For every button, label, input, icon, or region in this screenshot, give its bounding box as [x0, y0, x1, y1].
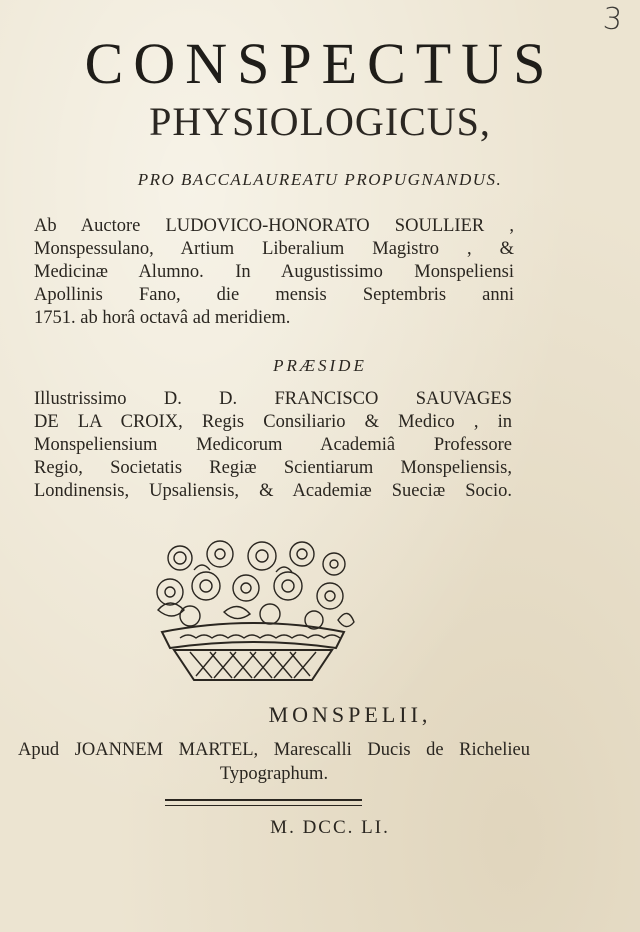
author-line: Monspessulano, Artium Liberalium Magistro , &	[34, 239, 514, 259]
praeside-heading: PRÆSIDE	[273, 356, 367, 375]
author-paragraph	[34, 215, 514, 330]
page-number: 3	[601, 1, 624, 38]
author-line: 1751. ab horâ octavâ ad meridiem.	[34, 308, 291, 328]
author-line: Medicinæ Alumno. In Augustissimo Monspeliensi	[34, 262, 514, 282]
publication-date: M. DCC. LI.	[270, 817, 390, 838]
author-line: Ab Auctore LUDOVICO-HONORATO SOULLIER ,	[34, 216, 514, 236]
flower-basket-ornament-icon	[150, 540, 356, 682]
praeses-line: Londinensis, Upsaliensis, & Academiæ Sueciæ Socio.	[34, 481, 512, 501]
praeses-paragraph	[34, 388, 512, 503]
printer-imprint	[18, 738, 530, 786]
secondary-title: PHYSIOLOGICUS,	[149, 99, 491, 144]
author-line: Apollinis Fano, die mensis Septembris anni	[34, 285, 514, 305]
praeses-line: Illustrissimo D. D. FRANCISCO SAUVAGES	[34, 389, 512, 409]
horizontal-rule	[165, 799, 362, 806]
subtitle: PRO BACCALAUREATU PROPUGNANDUS.	[137, 170, 503, 189]
printer-line: Apud JOANNEM MARTEL, Marescalli Ducis de Richelieu	[18, 740, 530, 760]
praeses-line: Monspeliensium Medicorum Academiâ Professore	[34, 435, 512, 455]
printer-line: Typographum.	[219, 764, 329, 784]
place-of-printing: MONSPELII,	[268, 702, 432, 727]
praeses-line: DE LA CROIX, Regis Consiliario & Medico , in	[34, 412, 512, 432]
main-title: CONSPECTUS	[84, 31, 556, 96]
praeses-line: Regio, Societatis Regiæ Scientiarum Monspeliensis,	[34, 458, 512, 478]
